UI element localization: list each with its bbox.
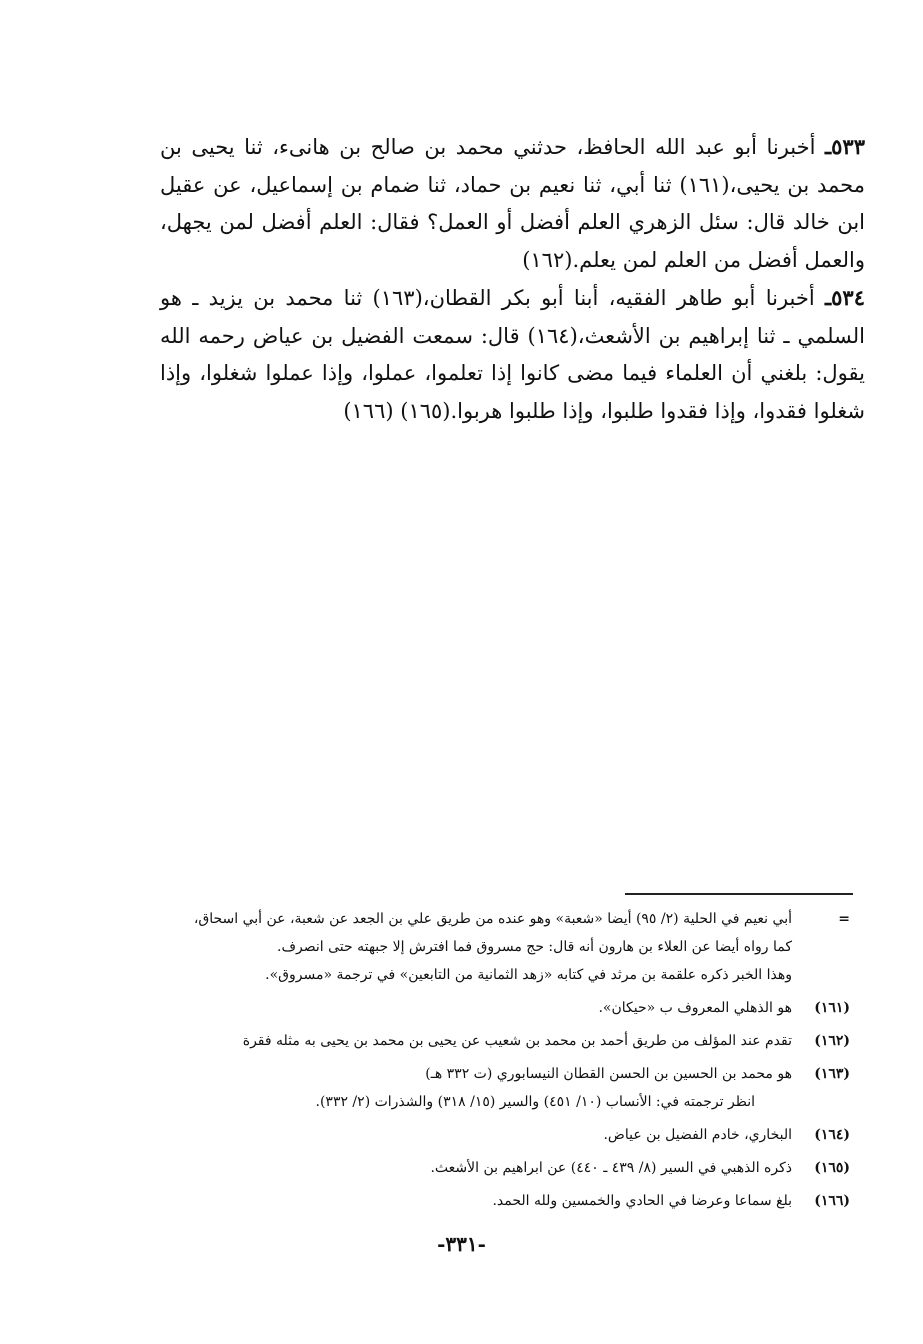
entry-text: أخبرنا أبو عبد الله الحافظ، حدثني محمد بن صالح بن هانىء، ثنا يحيى بن محمد بن يحيى،(١٦١) ثنا أبي، ثنا نعيم بن حماد، ثنا ضمام بن إسماعيل، عن عقيل ابن خالد قال: سئل الزهري العلم أفضل أو العمل؟ فقال: العلم أفضل لمن يجهل، والعمل أفضل من العلم لمن يعلم.(١٦٢) bbox=[160, 135, 865, 272]
entry-number: ٥٣٤ـ bbox=[825, 285, 865, 310]
footnote-mark: (١٦٤) bbox=[814, 1127, 850, 1143]
page-number: -٣٣١- bbox=[437, 1232, 486, 1256]
footnote-text: ذكره الذهبي في السير (٨/ ٤٣٩ ـ ٤٤٠) عن ابراهيم بن الأشعث. bbox=[430, 1160, 792, 1176]
entry-534 bbox=[160, 279, 865, 430]
entry-text: أخبرنا أبو طاهر الفقيه، أبنا أبو بكر القطان،(١٦٣) ثنا محمد بن يزيد ـ هو السلمي ـ ثنا إبراهيم بن الأشعث،(١٦٤) قال: سمعت الفضيل بن عياض رحمه الله يقول: بلغني أن العلماء فيما مضى كانوا إذا تعلموا، عملوا، وإذا عملوا شغلوا، وإذا شغلوا فقدوا، وإذا فقدوا طلبوا، وإذا طلبوا هربوا.(١٦٥) (١٦٦) bbox=[160, 286, 866, 423]
footnote-162 bbox=[200, 1027, 850, 1055]
footnotes-block bbox=[193, 905, 850, 1215]
footnote-mark: = bbox=[838, 911, 850, 927]
entry-number: ٥٣٣ـ bbox=[825, 134, 865, 159]
footnote-166 bbox=[200, 1187, 850, 1215]
footnote-mark: (١٦٥) bbox=[814, 1160, 850, 1176]
footnote-text: هو محمد بن الحسين بن الحسن القطان النيسابوري (ت ٣٣٢ هـ) bbox=[425, 1066, 792, 1082]
footnote-mark: (١٦٢) bbox=[814, 1033, 850, 1049]
footnote-161 bbox=[200, 994, 850, 1022]
footnote-163 bbox=[200, 1060, 850, 1088]
footnote-text: البخاري، خادم الفضيل بن عياض. bbox=[603, 1127, 792, 1143]
footnote-165 bbox=[200, 1154, 850, 1182]
footnote-text: هو الذهلي المعروف ب «حيكان». bbox=[598, 1000, 792, 1016]
footnote-separator bbox=[625, 893, 853, 895]
footnote-164 bbox=[200, 1121, 850, 1149]
footnote-continuation-line bbox=[200, 933, 850, 961]
footnote-mark: (١٦٦) bbox=[814, 1193, 850, 1209]
footnote-163-line bbox=[200, 1088, 850, 1116]
footnote-mark: (١٦١) bbox=[814, 1000, 850, 1016]
footnote-text: وهذا الخبر ذكره علقمة بن مرثد في كتابه «زهد الثمانية من التابعين» في ترجمة «مسروق». bbox=[265, 967, 792, 983]
footnote-text: بلغ سماعا وعرضا في الحادي والخمسين ولله الحمد. bbox=[492, 1193, 792, 1209]
footnote-continuation-line bbox=[200, 961, 850, 989]
footnote-text: كما رواه أيضا عن العلاء بن هارون أنه قال: حج مسروق فما افترش إلا جبهته حتى انصرف. bbox=[277, 939, 792, 955]
footnote-text: انظر ترجمته في: الأنساب (١٠/ ٤٥١) والسير (١٥/ ٣١٨) والشذرات (٢/ ٣٣٢). bbox=[315, 1094, 755, 1110]
footnote-mark: (١٦٣) bbox=[814, 1066, 850, 1082]
footnote-continuation bbox=[193, 905, 850, 933]
main-text-block bbox=[160, 128, 865, 430]
entry-533 bbox=[160, 128, 865, 279]
footnote-text: تقدم عند المؤلف من طريق أحمد بن محمد بن شعيب عن يحيى بن محمد بن يحيى به مثله فقرة bbox=[242, 1033, 792, 1049]
footnote-text: أبي نعيم في الحلية (٢/ ٩٥) أيضا «شعبة» وهو عنده من طريق علي بن الجعد عن شعبة، عن أبي اسحاق، bbox=[193, 911, 792, 927]
